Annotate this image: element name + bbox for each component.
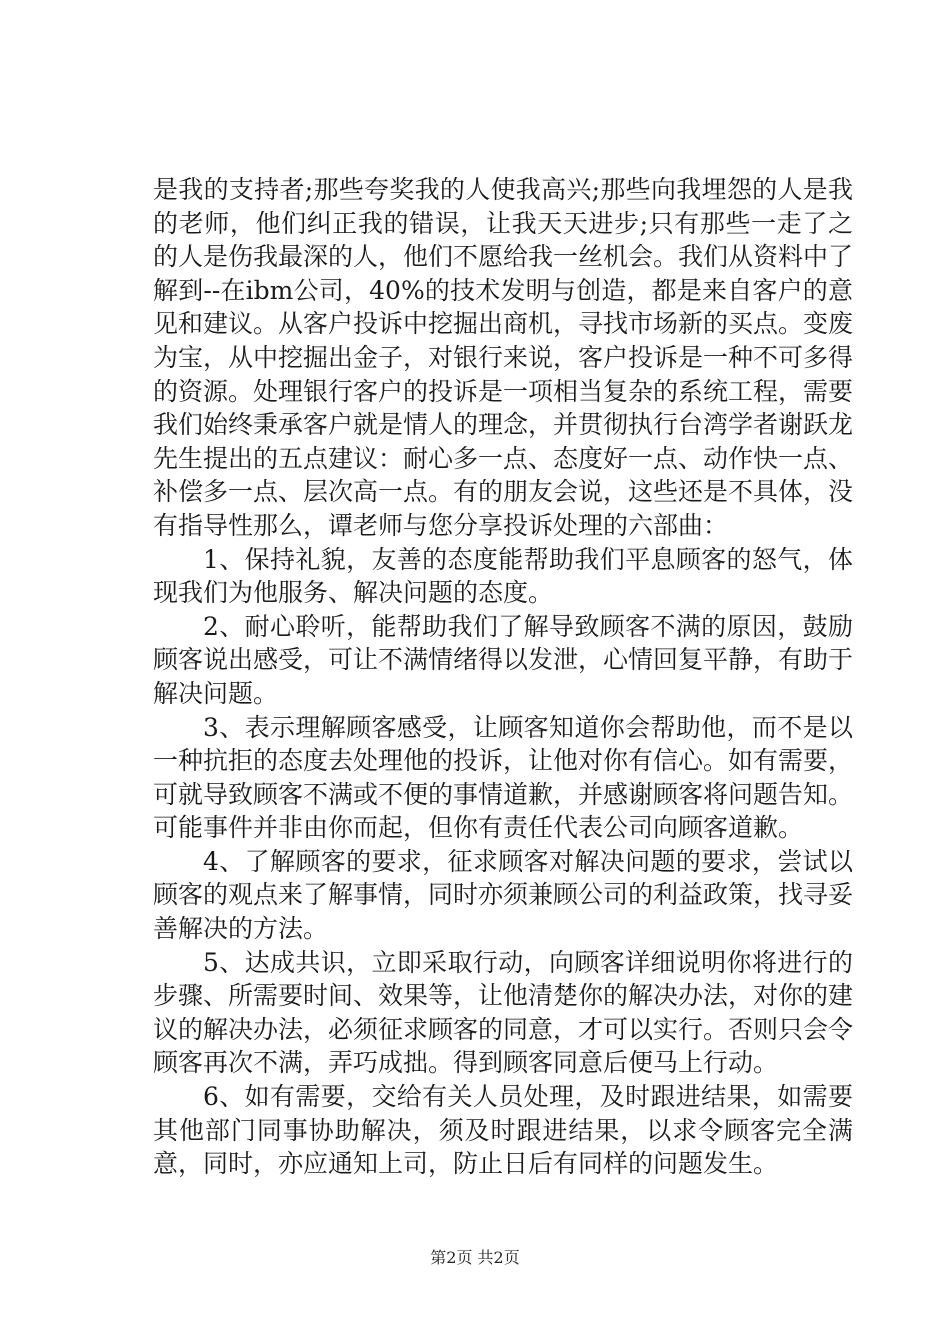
paragraph-step-5: 5、达成共识，立即采取行动，向顾客详细说明你将进行的步骤、所需要时间、效果等，让他清楚你的解决办法，对你的建议的解决办法，必须征求顾客的同意，才可以实行。否则只会令顾客再次不满，弄巧成拙。得到顾客同意后便马上行动。 bbox=[153, 947, 854, 1078]
document-body bbox=[153, 173, 853, 1181]
paragraph-step-6: 6、如有需要，交给有关人员处理，及时跟进结果，如需要其他部门同事协助解决，须及时跟进结果，以求令顾客完全满意，同时，亦应通知上司，防止日后有同样的问题发生。 bbox=[153, 1082, 853, 1179]
paragraph-step-2: 2、耐心聆听，能帮助我们了解导致顾客不满的原因，鼓励顾客说出感受，可让不满情绪得以发泄，心情回复平静，有助于解决问题。 bbox=[153, 611, 854, 708]
paragraph-step-3: 3、表示理解顾客感受，让顾客知道你会帮助他，而不是以一种抗拒的态度去处理他的投诉，让他对你有信心。如有需要，可就导致顾客不满或不便的事情道歉，并感谢顾客将问题告知。可能事件并非由你而起，但你有责任代表公司向顾客道歉。 bbox=[153, 712, 854, 843]
paragraph-intro: 是我的支持者;那些夸奖我的人使我高兴;那些向我埋怨的人是我的老师，他们纠正我的错误，让我天天进步;只有那些一走了之的人是伤我最深的人，他们不愿给我一丝机会。我们从资料中了解到--在ibm公司，40%的技术发明与创造，都是来自客户的意见和建议。从客户投诉中挖掘出商机，寻找市场新的买点。变废为宝，从中挖掘出金子，对银行来说，客户投诉是一种不可多得的资源。处理银行客户的投诉是一项相当复杂的系统工程，需要我们始终秉承客户就是情人的理念，并贯彻执行台湾学者谢跃龙先生提出的五点建议：耐心多一点、态度好一点、动作快一点、补偿多一点、层次高一点。有的朋友会说，这些还是不具体，没有指导性那么，谭老师与您分享投诉处理的六部曲： bbox=[153, 175, 854, 540]
paragraph-step-4: 4、了解顾客的要求，征求顾客对解决问题的要求，尝试以顾客的观点来了解事情，同时亦须兼顾公司的利益政策，找寻妥善解决的方法。 bbox=[153, 846, 854, 944]
paragraph-step-1: 1、保持礼貌，友善的态度能帮助我们平息顾客的怒气，体现我们为他服务、解决问题的态度。 bbox=[153, 544, 853, 608]
page-number-footer: 第2页 共2页 bbox=[430, 1248, 520, 1267]
